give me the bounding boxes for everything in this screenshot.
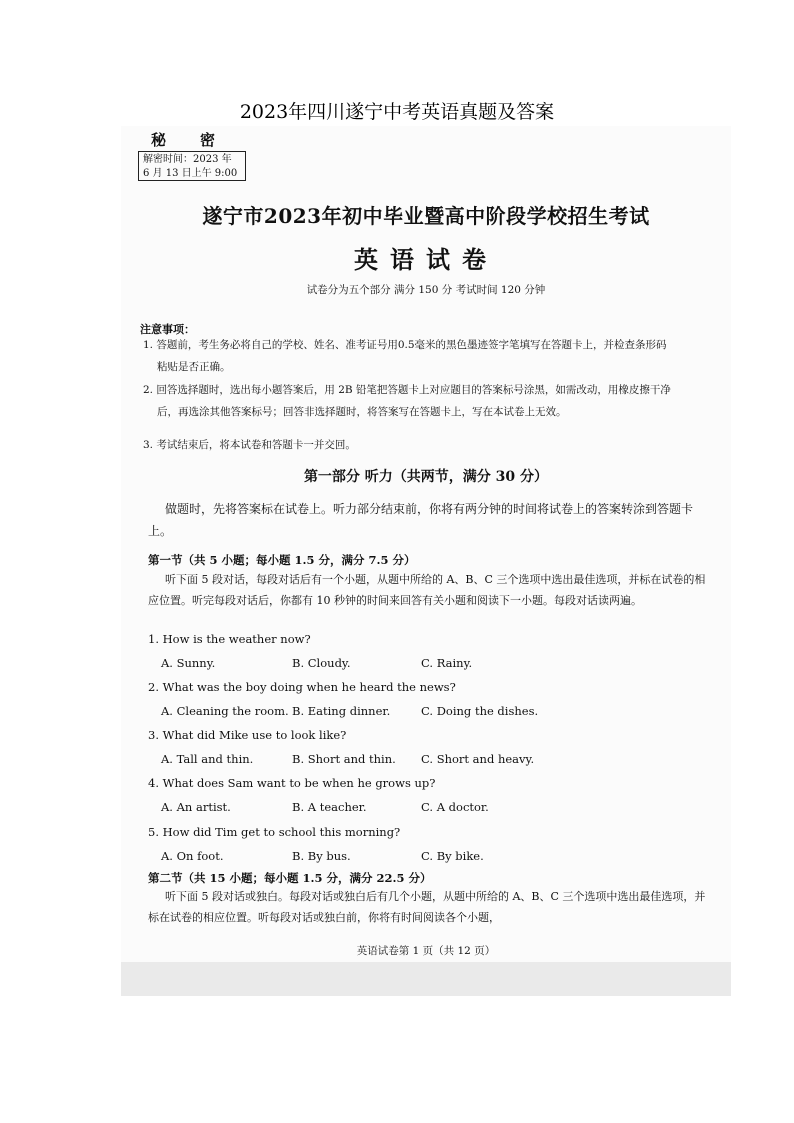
question-5: 5. How did Tim get to school this morning? [148,825,401,839]
exam-title: 遂宁市2023年初中毕业暨高中阶段学校招生考试 [202,204,650,228]
paper-title: 英语试卷 [354,245,498,274]
notice-item: 1. 答题前，考生务必将自己的学校、姓名、准考证号用0.5毫米的黑色墨迹签字笔填写在答题卡上，并检查条形码粘贴是否正确。 [143,339,667,373]
q5-option-c: C. By bike. [421,849,484,863]
page-footer: 英语试卷第 1 页（共 12 页） [356,945,496,957]
part1-instruction: 做题时，先将答案标在试卷上。听力部分结束前，你将有两分钟的时间将试卷上的答案转涂到答题卡上。 [148,502,694,538]
q3-option-b: B. Short and thin. [292,752,396,766]
q3-option-c: C. Short and heavy. [421,752,535,766]
section1-instruction: 听下面 5 段对话，每段对话后有一个小题，从题中所给的 A、B、C 三个选项中选出最佳选项，并标在试卷的相应位置。听完每段对话后，你都有 10 秒钟的时间来回答有关小题和阅读下一小题。每段对话读两遍。 [148,573,706,607]
question-1: 1. How is the weather now? [148,632,311,646]
q1-option-b: B. Cloudy. [292,656,351,670]
document-title: 2023年四川遂宁中考英语真题及答案 [239,101,555,123]
q5-option-b: B. By bus. [292,849,351,863]
paper-info: 试卷分为五个部分 满分 150 分 考试时间 120 分钟 [306,284,546,296]
q4-option-b: B. A teacher. [292,800,367,814]
q1-option-a: A. Sunny. [161,656,216,670]
q2-option-a: A. Cleaning the room. [161,704,289,718]
question-3: 3. What did Mike use to look like? [148,728,347,742]
q2-option-b: B. Eating dinner. [292,704,391,718]
question-4: 4. What does Sam want to be when he grows up? [148,776,436,790]
section2-title: 第二节（共 15 小题；每小题 1.5 分，满分 22.5 分） [148,871,432,885]
q4-option-c: C. A doctor. [421,800,489,814]
decrypt-time-line2: 6 月 13 日上午 9:00 [143,168,238,179]
decrypt-time-box [138,151,246,181]
q1-option-c: C. Rainy. [421,656,473,670]
notice-item: 2. 回答选择题时，选出每小题答案后，用 2B 铅笔把答题卡上对应题目的答案标号涂黑，如需改动，用橡皮擦干净后，再选涂其他答案标号；回答非选择题时，将答案写在答题卡上，写在本试卷上无效。 [143,384,671,418]
secret-label: 秘密 [151,131,250,149]
q3-option-a: A. Tall and thin. [161,752,254,766]
section2-instruction: 听下面 5 段对话或独白。每段对话或独白后有几个小题，从题中所给的 A、B、C 三个选项中选出最佳选项，并标在试卷的相应位置。听每段对话或独白前，你将有时间阅读各个小题， [148,890,706,924]
q5-option-a: A. On foot. [161,849,224,863]
section1-title: 第一节（共 5 小题；每小题 1.5 分，满分 7.5 分） [148,553,416,567]
decrypt-time-line1: 解密时间：2023 年 [143,154,232,165]
scanned-exam-page [121,126,731,996]
notice-item: 3. 考试结束后，将本试卷和答题卡一并交回。 [143,439,356,451]
notice-title: 注意事项： [140,323,195,336]
q2-option-c: C. Doing the dishes. [421,704,539,718]
part1-title: 第一部分 听力（共两节，满分 30 分） [303,469,549,485]
scan-bottom-shadow [121,962,731,996]
q4-option-a: A. An artist. [161,800,231,814]
question-2: 2. What was the boy doing when he heard the news? [148,680,456,694]
